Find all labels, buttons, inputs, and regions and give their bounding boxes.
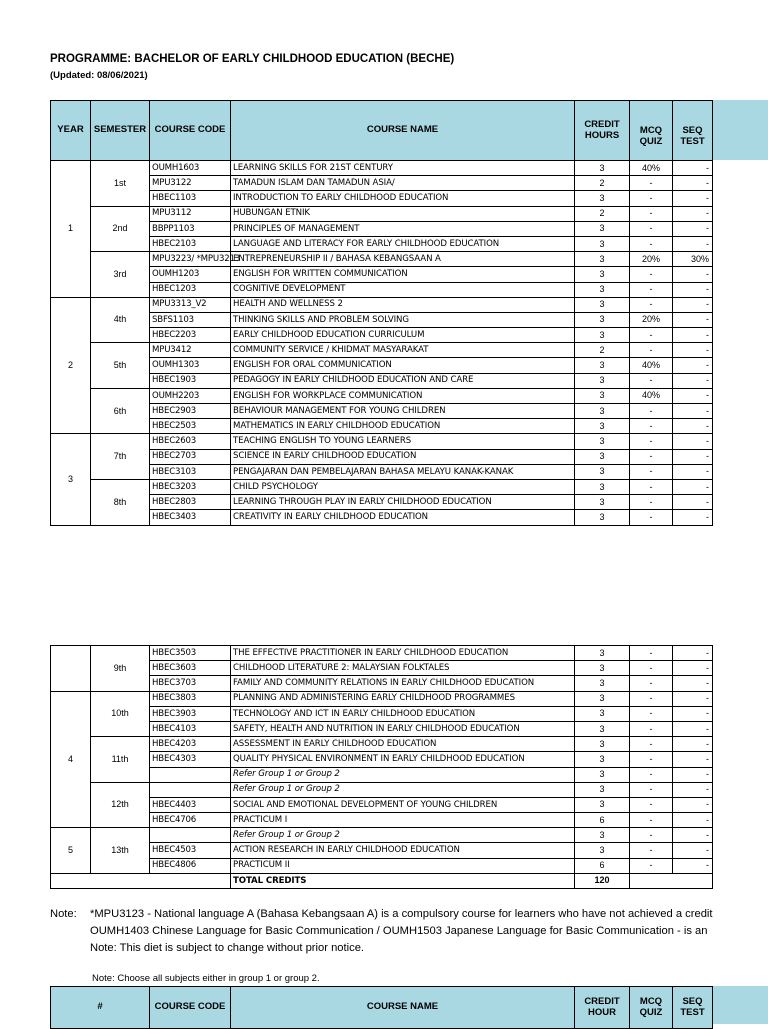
- course-code-cell: MPU3112: [150, 206, 231, 221]
- updated-date: (Updated: 08/06/2021): [50, 70, 148, 81]
- semester-cell: 13th: [91, 828, 150, 874]
- group-col-num: #: [51, 987, 150, 1029]
- col-credit-hours: CREDIT HOURS: [575, 101, 630, 161]
- mcq-quiz-cell: 40%: [630, 388, 673, 403]
- course-code-cell: HBEC4303: [150, 752, 231, 767]
- course-code-cell: HBEC2803: [150, 495, 231, 510]
- credit-hours-cell: 2: [575, 176, 630, 191]
- mcq-quiz-cell: -: [630, 343, 673, 358]
- credit-hours-cell: 6: [575, 813, 630, 828]
- col-course-code: COURSE CODE: [150, 101, 231, 161]
- course-name-cell: LEARNING SKILLS FOR 21ST CENTURY: [231, 161, 575, 176]
- table-row: [51, 191, 713, 206]
- course-name-cell: Refer Group 1 or Group 2: [231, 782, 575, 797]
- course-name-cell: PLANNING AND ADMINISTERING EARLY CHILDHOOD PROGRAMMES: [231, 691, 575, 706]
- mcq-quiz-cell: 20%: [630, 252, 673, 267]
- course-code-cell: OUMH1603: [150, 161, 231, 176]
- group-col-course-name: COURSE NAME: [231, 987, 575, 1029]
- mcq-quiz-cell: -: [630, 206, 673, 221]
- seq-test-cell: -: [673, 828, 713, 843]
- year-cell: 2: [51, 297, 91, 434]
- table-row: [51, 206, 713, 221]
- mcq-quiz-cell: 40%: [630, 358, 673, 373]
- seq-test-cell: -: [673, 388, 713, 403]
- seq-test-cell: -: [673, 752, 713, 767]
- mcq-quiz-cell: -: [630, 721, 673, 736]
- course-name-cell: SOCIAL AND EMOTIONAL DEVELOPMENT OF YOUNG CHILDREN: [231, 797, 575, 812]
- course-name-cell: QUALITY PHYSICAL ENVIRONMENT IN EARLY CHILDHOOD EDUCATION: [231, 752, 575, 767]
- course-code-cell: HBEC2703: [150, 449, 231, 464]
- table-row: [51, 813, 713, 828]
- table-row: [51, 312, 713, 327]
- table-row: [51, 236, 713, 251]
- mcq-quiz-cell: -: [630, 495, 673, 510]
- credit-hours-cell: 3: [575, 737, 630, 752]
- mcq-quiz-cell: -: [630, 661, 673, 676]
- table-row: [51, 495, 713, 510]
- mcq-quiz-cell: -: [630, 434, 673, 449]
- seq-test-cell: -: [673, 495, 713, 510]
- credit-hours-cell: 3: [575, 676, 630, 691]
- course-name-cell: Refer Group 1 or Group 2: [231, 828, 575, 843]
- course-code-cell: HBEC3503: [150, 646, 231, 661]
- mcq-quiz-cell: -: [630, 813, 673, 828]
- mcq-quiz-cell: -: [630, 646, 673, 661]
- seq-test-cell: -: [673, 434, 713, 449]
- credit-hours-cell: 3: [575, 721, 630, 736]
- course-name-cell: PRACTICUM I: [231, 813, 575, 828]
- seq-test-cell: -: [673, 767, 713, 782]
- table-row: [51, 176, 713, 191]
- course-code-cell: HBEC4403: [150, 797, 231, 812]
- seq-test-cell: -: [673, 464, 713, 479]
- course-name-cell: THINKING SKILLS AND PROBLEM SOLVING: [231, 312, 575, 327]
- seq-test-cell: -: [673, 706, 713, 721]
- group-col-course-code: COURSE CODE: [150, 987, 231, 1029]
- col-seq-test: SEQ TEST: [673, 101, 713, 161]
- seq-test-cell: -: [673, 479, 713, 494]
- mcq-quiz-cell: -: [630, 828, 673, 843]
- year-cell: 4: [51, 691, 91, 828]
- course-code-cell: MPU3412: [150, 343, 231, 358]
- credit-hours-cell: 3: [575, 752, 630, 767]
- table-row: [51, 661, 713, 676]
- course-name-cell: SAFETY, HEALTH AND NUTRITION IN EARLY CHILDHOOD EDUCATION: [231, 721, 575, 736]
- table-row: [51, 434, 713, 449]
- seq-test-cell: -: [673, 858, 713, 873]
- semester-cell: 1st: [91, 161, 150, 207]
- seq-test-cell: -: [673, 282, 713, 297]
- course-name-cell: SCIENCE IN EARLY CHILDHOOD EDUCATION: [231, 449, 575, 464]
- credit-hours-cell: 3: [575, 252, 630, 267]
- course-code-cell: HBEC1103: [150, 191, 231, 206]
- table-row: [51, 161, 713, 176]
- table-row: [51, 858, 713, 873]
- course-name-cell: TAMADUN ISLAM DAN TAMADUN ASIA/: [231, 176, 575, 191]
- total-label: TOTAL CREDITS: [231, 873, 575, 888]
- course-code-cell: MPU3122: [150, 176, 231, 191]
- table-row: [51, 828, 713, 843]
- note-label: Note:: [50, 908, 77, 920]
- credit-hours-cell: 3: [575, 479, 630, 494]
- course-name-cell: ACTION RESEARCH IN EARLY CHILDHOOD EDUCATION: [231, 843, 575, 858]
- course-code-cell: HBEC2203: [150, 328, 231, 343]
- seq-test-cell: -: [673, 691, 713, 706]
- credit-hours-cell: 3: [575, 797, 630, 812]
- course-code-cell: HBEC1203: [150, 282, 231, 297]
- mcq-quiz-cell: -: [630, 737, 673, 752]
- credit-hours-cell: 2: [575, 206, 630, 221]
- table-row: [51, 797, 713, 812]
- credit-hours-cell: 3: [575, 646, 630, 661]
- course-name-cell: INTRODUCTION TO EARLY CHILDHOOD EDUCATION: [231, 191, 575, 206]
- group-col-seq-test: SEQ TEST: [673, 987, 713, 1029]
- table-row: [51, 282, 713, 297]
- seq-test-cell: -: [673, 206, 713, 221]
- total-empty: [630, 873, 713, 888]
- table-row: [51, 479, 713, 494]
- semester-cell: 10th: [91, 691, 150, 737]
- course-name-cell: PENGAJARAN DAN PEMBELAJARAN BAHASA MELAYU KANAK-KANAK: [231, 464, 575, 479]
- credit-hours-cell: 3: [575, 419, 630, 434]
- course-code-cell: SBFS1103: [150, 312, 231, 327]
- mcq-quiz-cell: 20%: [630, 312, 673, 327]
- course-name-cell: HEALTH AND WELLNESS 2: [231, 297, 575, 312]
- seq-test-cell: -: [673, 510, 713, 525]
- col-mcq-quiz: MCQ QUIZ: [630, 101, 673, 161]
- seq-test-cell: -: [673, 236, 713, 251]
- table-row: [51, 782, 713, 797]
- seq-test-cell: -: [673, 737, 713, 752]
- table-row: [51, 464, 713, 479]
- table-row: [51, 343, 713, 358]
- credit-hours-cell: 6: [575, 858, 630, 873]
- table-row: [51, 737, 713, 752]
- semester-cell: 4th: [91, 297, 150, 343]
- col-year: YEAR: [51, 101, 91, 161]
- seq-test-cell: -: [673, 267, 713, 282]
- header-band-right: [712, 100, 768, 160]
- credit-hours-cell: 3: [575, 312, 630, 327]
- mcq-quiz-cell: -: [630, 797, 673, 812]
- semester-cell: 3rd: [91, 252, 150, 298]
- course-name-cell: COMMUNITY SERVICE / KHIDMAT MASYARAKAT: [231, 343, 575, 358]
- course-name-cell: ASSESSMENT IN EARLY CHILDHOOD EDUCATION: [231, 737, 575, 752]
- course-code-cell: MPU3313_V2: [150, 297, 231, 312]
- course-name-cell: MATHEMATICS IN EARLY CHILDHOOD EDUCATION: [231, 419, 575, 434]
- seq-test-cell: 30%: [673, 252, 713, 267]
- credit-hours-cell: 3: [575, 221, 630, 236]
- mcq-quiz-cell: -: [630, 479, 673, 494]
- course-code-cell: OUMH1203: [150, 267, 231, 282]
- course-code-cell: HBEC2103: [150, 236, 231, 251]
- credit-hours-cell: 3: [575, 449, 630, 464]
- credit-hours-cell: 3: [575, 236, 630, 251]
- course-code-cell: [150, 767, 231, 782]
- table-row: [51, 221, 713, 236]
- course-code-cell: HBEC4503: [150, 843, 231, 858]
- course-code-cell: HBEC3803: [150, 691, 231, 706]
- group-header-band-right: [712, 986, 768, 1024]
- course-name-cell: ENGLISH FOR WORKPLACE COMMUNICATION: [231, 388, 575, 403]
- course-code-cell: HBEC3703: [150, 676, 231, 691]
- credit-hours-cell: 3: [575, 843, 630, 858]
- year-cell: 5: [51, 828, 91, 874]
- course-code-cell: BBPP1103: [150, 221, 231, 236]
- group-col-mcq-quiz: MCQ QUIZ: [630, 987, 673, 1029]
- semester-cell: 6th: [91, 388, 150, 434]
- credit-hours-cell: 3: [575, 828, 630, 843]
- table-row: [51, 373, 713, 388]
- seq-test-cell: -: [673, 343, 713, 358]
- course-code-cell: OUMH1303: [150, 358, 231, 373]
- mcq-quiz-cell: -: [630, 676, 673, 691]
- seq-test-cell: -: [673, 328, 713, 343]
- course-code-cell: HBEC3903: [150, 706, 231, 721]
- credit-hours-cell: 3: [575, 510, 630, 525]
- table-row: [51, 449, 713, 464]
- credit-hours-cell: 3: [575, 434, 630, 449]
- mcq-quiz-cell: -: [630, 510, 673, 525]
- course-name-cell: PEDAGOGY IN EARLY CHILDHOOD EDUCATION AND CARE: [231, 373, 575, 388]
- mcq-quiz-cell: -: [630, 858, 673, 873]
- table-row: [51, 646, 713, 661]
- total-row: [51, 873, 713, 888]
- seq-test-cell: -: [673, 813, 713, 828]
- course-name-cell: ENGLISH FOR ORAL COMMUNICATION: [231, 358, 575, 373]
- seq-test-cell: -: [673, 373, 713, 388]
- course-table-part2: [50, 645, 713, 889]
- course-name-cell: TEACHING ENGLISH TO YOUNG LEARNERS: [231, 434, 575, 449]
- seq-test-cell: -: [673, 661, 713, 676]
- seq-test-cell: -: [673, 419, 713, 434]
- mcq-quiz-cell: -: [630, 191, 673, 206]
- total-blank: [51, 873, 231, 888]
- year-cell: 1: [51, 161, 91, 298]
- course-name-cell: CREATIVITY IN EARLY CHILDHOOD EDUCATION: [231, 510, 575, 525]
- mcq-quiz-cell: -: [630, 176, 673, 191]
- course-name-cell: HUBUNGAN ETNIK: [231, 206, 575, 221]
- group-table: [50, 986, 713, 1029]
- course-code-cell: [150, 828, 231, 843]
- credit-hours-cell: 3: [575, 161, 630, 176]
- credit-hours-cell: 3: [575, 328, 630, 343]
- credit-hours-cell: 3: [575, 404, 630, 419]
- seq-test-cell: -: [673, 797, 713, 812]
- seq-test-cell: -: [673, 191, 713, 206]
- credit-hours-cell: 3: [575, 388, 630, 403]
- course-name-cell: Refer Group 1 or Group 2: [231, 767, 575, 782]
- course-code-cell: MPU3223/ *MPU3213: [150, 252, 231, 267]
- note-line-3: Note: This diet is subject to change without prior notice.: [90, 942, 365, 954]
- note-line-2: OUMH1403 Chinese Language for Basic Communication / OUMH1503 Japanese Language for Basic Communication - is an: [90, 925, 708, 937]
- credit-hours-cell: 3: [575, 297, 630, 312]
- credit-hours-cell: 3: [575, 464, 630, 479]
- course-name-cell: THE EFFECTIVE PRACTITIONER IN EARLY CHILDHOOD EDUCATION: [231, 646, 575, 661]
- table-row: [51, 404, 713, 419]
- course-name-cell: BEHAVIOUR MANAGEMENT FOR YOUNG CHILDREN: [231, 404, 575, 419]
- mcq-quiz-cell: -: [630, 328, 673, 343]
- course-code-cell: HBEC3603: [150, 661, 231, 676]
- mcq-quiz-cell: -: [630, 419, 673, 434]
- credit-hours-cell: 3: [575, 373, 630, 388]
- seq-test-cell: -: [673, 161, 713, 176]
- table-row: [51, 706, 713, 721]
- credit-hours-cell: 2: [575, 343, 630, 358]
- course-name-cell: CHILDHOOD LITERATURE 2: MALAYSIAN FOLKTALES: [231, 661, 575, 676]
- group-col-credit-hour: CREDIT HOUR: [575, 987, 630, 1029]
- course-code-cell: HBEC2603: [150, 434, 231, 449]
- semester-cell: 7th: [91, 434, 150, 480]
- course-name-cell: LEARNING THROUGH PLAY IN EARLY CHILDHOOD EDUCATION: [231, 495, 575, 510]
- course-name-cell: PRACTICUM II: [231, 858, 575, 873]
- course-code-cell: HBEC4806: [150, 858, 231, 873]
- table-row: [51, 752, 713, 767]
- table-row: [51, 358, 713, 373]
- year-cell: [51, 646, 91, 692]
- semester-cell: 11th: [91, 737, 150, 783]
- mcq-quiz-cell: -: [630, 221, 673, 236]
- table-row: [51, 691, 713, 706]
- mcq-quiz-cell: -: [630, 464, 673, 479]
- credit-hours-cell: 3: [575, 661, 630, 676]
- semester-cell: 8th: [91, 479, 150, 525]
- semester-cell: 12th: [91, 782, 150, 828]
- credit-hours-cell: 3: [575, 767, 630, 782]
- seq-test-cell: -: [673, 721, 713, 736]
- seq-test-cell: -: [673, 297, 713, 312]
- mcq-quiz-cell: -: [630, 691, 673, 706]
- course-code-cell: HBEC4203: [150, 737, 231, 752]
- table-row: [51, 767, 713, 782]
- course-code-cell: [150, 782, 231, 797]
- table-row: [51, 297, 713, 312]
- course-name-cell: CHILD PSYCHOLOGY: [231, 479, 575, 494]
- credit-hours-cell: 3: [575, 191, 630, 206]
- course-code-cell: HBEC4103: [150, 721, 231, 736]
- table-row: [51, 843, 713, 858]
- credit-hours-cell: 3: [575, 282, 630, 297]
- course-name-cell: TECHNOLOGY AND ICT IN EARLY CHILDHOOD EDUCATION: [231, 706, 575, 721]
- group-note: Note: Choose all subjects either in group 1 or group 2.: [92, 973, 320, 984]
- course-code-cell: HBEC2503: [150, 419, 231, 434]
- mcq-quiz-cell: -: [630, 267, 673, 282]
- course-code-cell: HBEC2903: [150, 404, 231, 419]
- page-title: PROGRAMME: BACHELOR OF EARLY CHILDHOOD EDUCATION (BECHE): [50, 53, 455, 65]
- course-code-cell: HBEC3103: [150, 464, 231, 479]
- course-table-part1: [50, 100, 713, 526]
- course-code-cell: HBEC3403: [150, 510, 231, 525]
- table-row: [51, 388, 713, 403]
- semester-cell: 2nd: [91, 206, 150, 252]
- seq-test-cell: -: [673, 646, 713, 661]
- credit-hours-cell: 3: [575, 691, 630, 706]
- year-cell: 3: [51, 434, 91, 525]
- seq-test-cell: -: [673, 404, 713, 419]
- table-row: [51, 328, 713, 343]
- course-name-cell: COGNITIVE DEVELOPMENT: [231, 282, 575, 297]
- seq-test-cell: -: [673, 221, 713, 236]
- mcq-quiz-cell: -: [630, 373, 673, 388]
- credit-hours-cell: 3: [575, 358, 630, 373]
- seq-test-cell: -: [673, 843, 713, 858]
- seq-test-cell: -: [673, 176, 713, 191]
- course-name-cell: PRINCIPLES OF MANAGEMENT: [231, 221, 575, 236]
- table-row: [51, 721, 713, 736]
- seq-test-cell: -: [673, 358, 713, 373]
- table-row: [51, 267, 713, 282]
- course-name-cell: ENTREPRENEURSHIP II / BAHASA KEBANGSAAN A: [231, 252, 575, 267]
- mcq-quiz-cell: -: [630, 236, 673, 251]
- credit-hours-cell: 3: [575, 782, 630, 797]
- course-name-cell: LANGUAGE AND LITERACY FOR EARLY CHILDHOOD EDUCATION: [231, 236, 575, 251]
- mcq-quiz-cell: -: [630, 752, 673, 767]
- seq-test-cell: -: [673, 449, 713, 464]
- seq-test-cell: -: [673, 782, 713, 797]
- table-row: [51, 252, 713, 267]
- table-row: [51, 419, 713, 434]
- course-name-cell: EARLY CHILDHOOD EDUCATION CURRICULUM: [231, 328, 575, 343]
- mcq-quiz-cell: -: [630, 404, 673, 419]
- mcq-quiz-cell: -: [630, 782, 673, 797]
- course-code-cell: OUMH2203: [150, 388, 231, 403]
- mcq-quiz-cell: -: [630, 843, 673, 858]
- total-value: 120: [575, 873, 630, 888]
- seq-test-cell: -: [673, 312, 713, 327]
- semester-cell: 9th: [91, 646, 150, 692]
- table-row: [51, 676, 713, 691]
- course-code-cell: HBEC4706: [150, 813, 231, 828]
- course-code-cell: HBEC1903: [150, 373, 231, 388]
- credit-hours-cell: 3: [575, 706, 630, 721]
- credit-hours-cell: 3: [575, 267, 630, 282]
- table-row: [51, 510, 713, 525]
- mcq-quiz-cell: -: [630, 282, 673, 297]
- mcq-quiz-cell: -: [630, 767, 673, 782]
- course-name-cell: ENGLISH FOR WRITTEN COMMUNICATION: [231, 267, 575, 282]
- semester-cell: 5th: [91, 343, 150, 389]
- note-line-1: *MPU3123 - National language A (Bahasa Kebangsaan A) is a compulsory course for learners who have not achieved a credit: [90, 908, 713, 920]
- credit-hours-cell: 3: [575, 495, 630, 510]
- course-code-cell: HBEC3203: [150, 479, 231, 494]
- col-semester: SEMESTER: [91, 101, 150, 161]
- mcq-quiz-cell: -: [630, 297, 673, 312]
- col-course-name: COURSE NAME: [231, 101, 575, 161]
- seq-test-cell: -: [673, 676, 713, 691]
- course-name-cell: FAMILY AND COMMUNITY RELATIONS IN EARLY CHILDHOOD EDUCATION: [231, 676, 575, 691]
- mcq-quiz-cell: 40%: [630, 161, 673, 176]
- mcq-quiz-cell: -: [630, 706, 673, 721]
- mcq-quiz-cell: -: [630, 449, 673, 464]
